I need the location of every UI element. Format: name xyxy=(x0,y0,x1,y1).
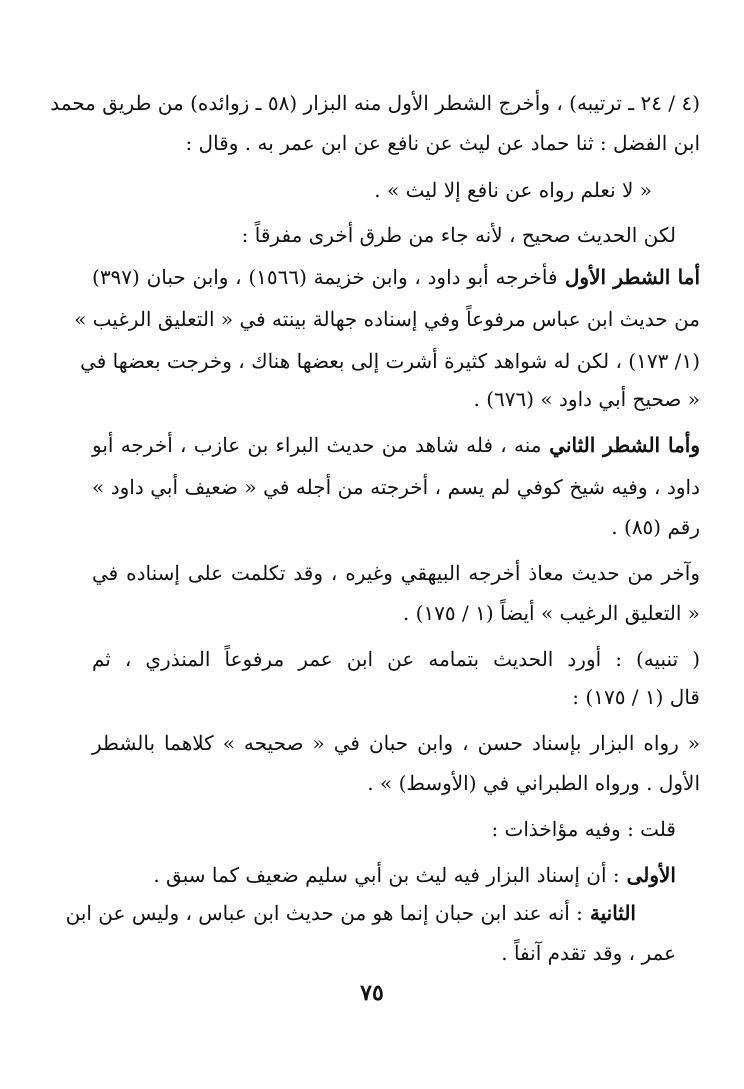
text-line: (٤ / ٢٤ ـ ترتيبه) ، وأخرج الشطر الأول منه البزار (٥٨ ـ زوائده) من طريق محمد xyxy=(50,91,700,115)
text-line: ( تنبيه) : أورد الحديث بتمامه عن ابن عمر مرفوعاً المنذري ، ثم xyxy=(92,647,700,671)
page-number: ٧٥ xyxy=(360,980,384,1006)
text-line: الثانية : أنه عند ابن حبان إنما هو من حديث ابن عباس ، وليس عن ابن xyxy=(65,901,636,925)
bold-term: أما الشطر الأول xyxy=(557,265,700,289)
text-line: قلت : وفيه مؤاخذات : xyxy=(491,817,676,841)
text-line: « رواه البزار بإسناد حسن ، وابن حبان في « صحيحه » كلاهما بالشطر xyxy=(92,731,700,755)
text-line: رقم (٨٥) . xyxy=(611,515,700,539)
text-line: الأول . ورواه الطبراني في (الأوسط) » . xyxy=(367,771,700,795)
text-line: « لا نعلم رواه عن نافع إلا ليث » . xyxy=(374,178,652,202)
text-line: (١/ ١٧٣) ، لكن له شواهد كثيرة أشرت إلى بعضها هناك ، وخرجت بعضها في xyxy=(80,349,700,373)
bold-term: الثانية xyxy=(582,901,636,925)
bold-term: الأولى xyxy=(619,863,676,887)
text-line: وآخر من حديث معاذ أخرجه البيهقي وغيره ، وقد تكلمت على إسناده في xyxy=(92,561,700,585)
text-line: لكن الحديث صحيح ، لأنه جاء من طرق أخرى مفرقاً : xyxy=(241,223,676,247)
text-line: « صحيح أبي داود » (٦٧٦) . xyxy=(473,387,700,411)
text-line: قال (١ / ١٧٥) : xyxy=(572,685,700,709)
text-line: ابن الفضل : ثنا حماد عن ليث عن نافع عن ابن عمر به . وقال : xyxy=(185,131,700,155)
text-line: وأما الشطر الثاني منه ، فله شاهد من حديث البراء بن عازب ، أخرجه أبو xyxy=(92,433,700,457)
text-line: داود ، وفيه شيخ كوفي لم يسم ، أخرجته من أجله في « ضعيف أبي داود » xyxy=(92,475,700,499)
text-line: من حديث ابن عباس مرفوعاً وفي إسناده جهالة بينته في « التعليق الرغيب » xyxy=(74,307,700,331)
bold-term: وأما الشطر الثاني xyxy=(541,433,700,457)
text-line: عمر ، وقد تقدم آنفاً . xyxy=(501,941,676,965)
text-line: « التعليق الرغيب » أيضاً (١ / ١٧٥) . xyxy=(402,601,700,625)
text-line: أما الشطر الأول فأخرجه أبو داود ، وابن خزيمة (١٥٦٦) ، وابن حبان (٣٩٧) xyxy=(92,265,700,289)
text-line: الأولى : أن إسناد البزار فيه ليث بن أبي سليم ضعيف كما سبق . xyxy=(153,863,676,887)
